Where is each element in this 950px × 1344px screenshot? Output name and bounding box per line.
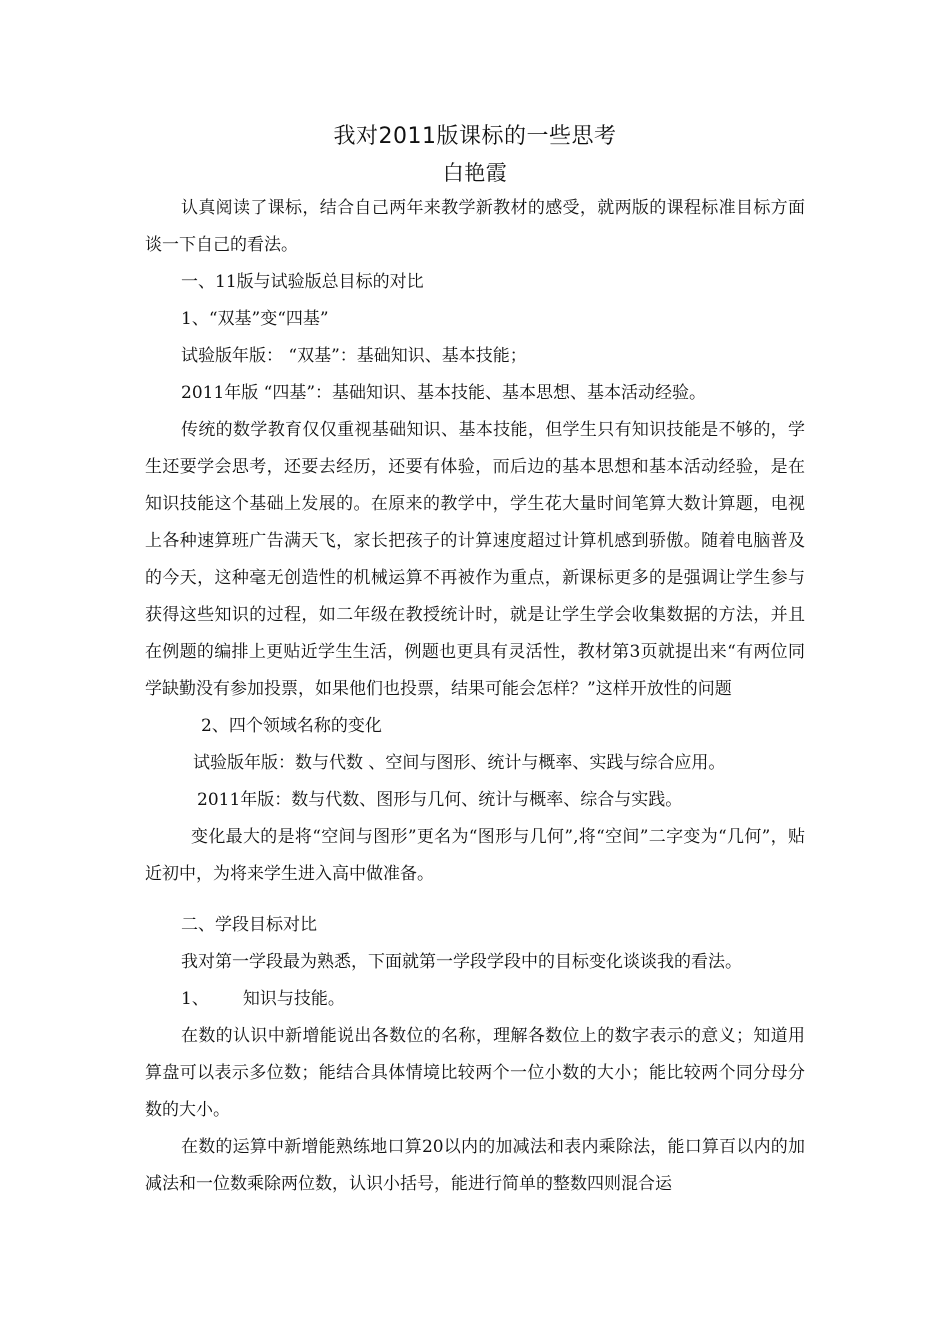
version-2011-basics: 2011年版 “四基”：基础知识、基本技能、基本思想、基本活动经验。 — [181, 383, 707, 403]
traditional-education-paragraph: 传统的数学教育仅仅重视基础知识、基本技能，但学生只有知识技能是不够的，学生还要学会思考，还要去经历，还要有体验，而后边的基本思想和基本活动经验，是在知识技能这个基础上发展的。在原来的教学中，学生花大量时间笔算大数计算题，电视上各种速算班广告满天飞，家长把孩子的计算速度超过计算机感到骄傲。随着电脑普及的今天，这种毫无创造性的机械运算不再被作为重点，新课标更多的是强调让学生参与获得这些知识的过程，如二年级在教授统计时，就是让学生学会收集数据的方法，并且在例题的编排上更贴近学生生活，例题也更具有灵活性，教材第3页就提出来“有两位同学缺勤没有参加投票，如果他们也投票，结果可能会怎样？”这样开放性的问题 — [145, 420, 805, 699]
stage-one-intro: 我对第一学段最为熟悉，下面就第一学段学段中的目标变化谈谈我的看法。 — [181, 952, 742, 972]
number-recognition-paragraph: 在数的认识中新增能说出各数位的名称，理解各数位上的数字表示的意义；知道用算盘可以表示多位数；能结合具体情境比较两个一位小数的大小；能比较两个同分母分数的大小。 — [145, 1026, 805, 1120]
knowledge-skills-number: 1、 — [181, 989, 209, 1009]
intro-paragraph: 认真阅读了课标，结合自己两年来教学新教材的感受，就两版的课程标准目标方面谈一下自己的看法。 — [145, 198, 805, 255]
trial-version-basics: 试验版年版： “双基”：基础知识、基本技能； — [181, 346, 527, 366]
double-basics-heading: 1、“双基”变“四基” — [181, 309, 329, 329]
trial-version-domains: 试验版年版：数与代数 、空间与图形、统计与概率、实践与综合应用。 — [193, 753, 726, 773]
four-domains-heading: 2、四个领域名称的变化 — [201, 716, 382, 736]
biggest-change-paragraph: 变化最大的是将“空间与图形”更名为“图形与几何”,将“空间”二字变为“几何”，贴近初中，为将来学生进入高中做准备。 — [145, 827, 805, 884]
knowledge-skills-label: 知识与技能。 — [242, 989, 345, 1009]
document-title: 我对2011版课标的一些思考 — [333, 124, 617, 149]
document-author: 白艳霞 — [442, 161, 508, 185]
section-two-heading: 二、学段目标对比 — [181, 915, 317, 935]
document-body — [145, 190, 805, 1203]
number-operations-paragraph: 在数的运算中新增能熟练地口算20以内的加减法和表内乘除法，能口算百以内的加减法和一位数乘除两位数，认识小括号，能进行简单的整数四则混合运 — [145, 1137, 805, 1194]
section-one-heading: 一、11版与试验版总目标的对比 — [181, 272, 424, 292]
version-2011-domains: 2011年版：数与代数、图形与几何、统计与概率、综合与实践。 — [197, 790, 683, 810]
paragraph-gap — [145, 893, 805, 907]
knowledge-skills-heading — [145, 981, 805, 1018]
